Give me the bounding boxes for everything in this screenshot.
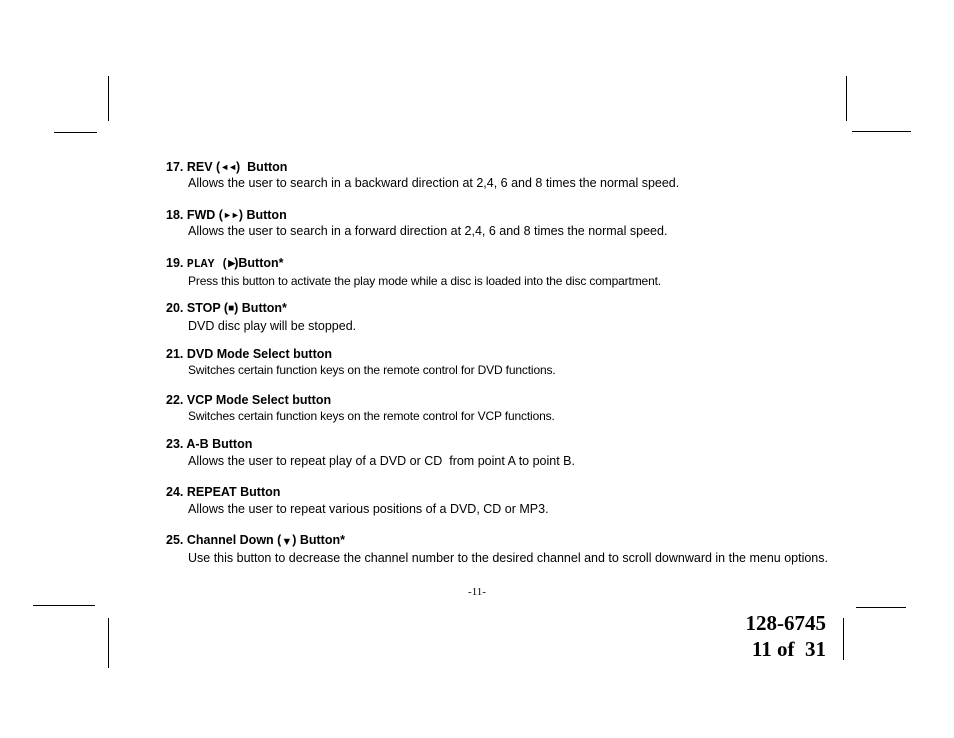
item-description: Press this button to activate the play mode while a disc is loaded into the disc compartment. <box>188 274 661 288</box>
item-description: Allows the user to search in a backward direction at 2,4, 6 and 8 times the normal speed. <box>188 176 680 190</box>
item-a-b <box>166 436 846 469</box>
item-title: 22. VCP Mode Select button <box>166 393 332 407</box>
item-description: Allows the user to search in a forward direction at 2,4, 6 and 8 times the normal speed. <box>188 224 668 238</box>
fast-forward-icon: ►► <box>222 210 239 220</box>
item-description: Allows the user to repeat various positions of a DVD, CD or MP3. <box>188 502 549 516</box>
item-dvd-mode <box>166 346 846 378</box>
item-description: Switches certain function keys on the remote control for VCP functions. <box>188 409 555 423</box>
crop-mark <box>856 607 906 608</box>
item-description: Allows the user to repeat play of a DVD or CD from point A to point B. <box>188 454 575 468</box>
crop-mark <box>33 605 95 606</box>
item-play <box>166 255 846 289</box>
item-repeat <box>166 484 846 517</box>
channel-down-icon: ▼ <box>281 536 293 548</box>
item-fwd <box>166 207 846 239</box>
crop-mark <box>843 618 844 660</box>
crop-mark <box>54 132 97 133</box>
rewind-icon: ◄◄ <box>220 162 237 172</box>
crop-mark <box>852 131 911 132</box>
item-description: Switches certain function keys on the remote control for DVD functions. <box>188 363 556 377</box>
item-title: 21. DVD Mode Select button <box>166 347 333 361</box>
crop-mark <box>846 76 847 121</box>
item-title: 20. STOP (■) Button* <box>166 301 287 315</box>
stop-icon: ■ <box>228 303 235 314</box>
item-stop <box>166 300 846 334</box>
item-channel-down <box>166 532 846 566</box>
page-number: -11- <box>468 586 486 598</box>
item-title: 24. REPEAT Button <box>166 485 281 499</box>
item-title: 23. A-B Button <box>166 437 253 451</box>
item-vcp-mode <box>166 392 846 424</box>
page-of-total: 11 of 31 <box>751 637 826 661</box>
document-number: 128-6745 <box>745 611 826 635</box>
crop-mark <box>108 618 109 668</box>
item-description: DVD disc play will be stopped. <box>188 319 357 333</box>
document-reference <box>700 610 826 662</box>
item-title: 25. Channel Down (▼) Button* <box>166 533 345 548</box>
item-title: 18. FWD (►►) Button <box>166 208 287 222</box>
item-title: 19. PLAY (▶)Button* <box>166 256 284 271</box>
play-icon: ▶ <box>228 258 235 268</box>
item-rev <box>166 159 846 191</box>
crop-mark <box>108 76 109 121</box>
item-description: Use this button to decrease the channel number to the desired channel and to scroll downward in the menu options. <box>188 551 828 565</box>
item-title: 17. REV (◄◄) Button <box>166 160 288 174</box>
